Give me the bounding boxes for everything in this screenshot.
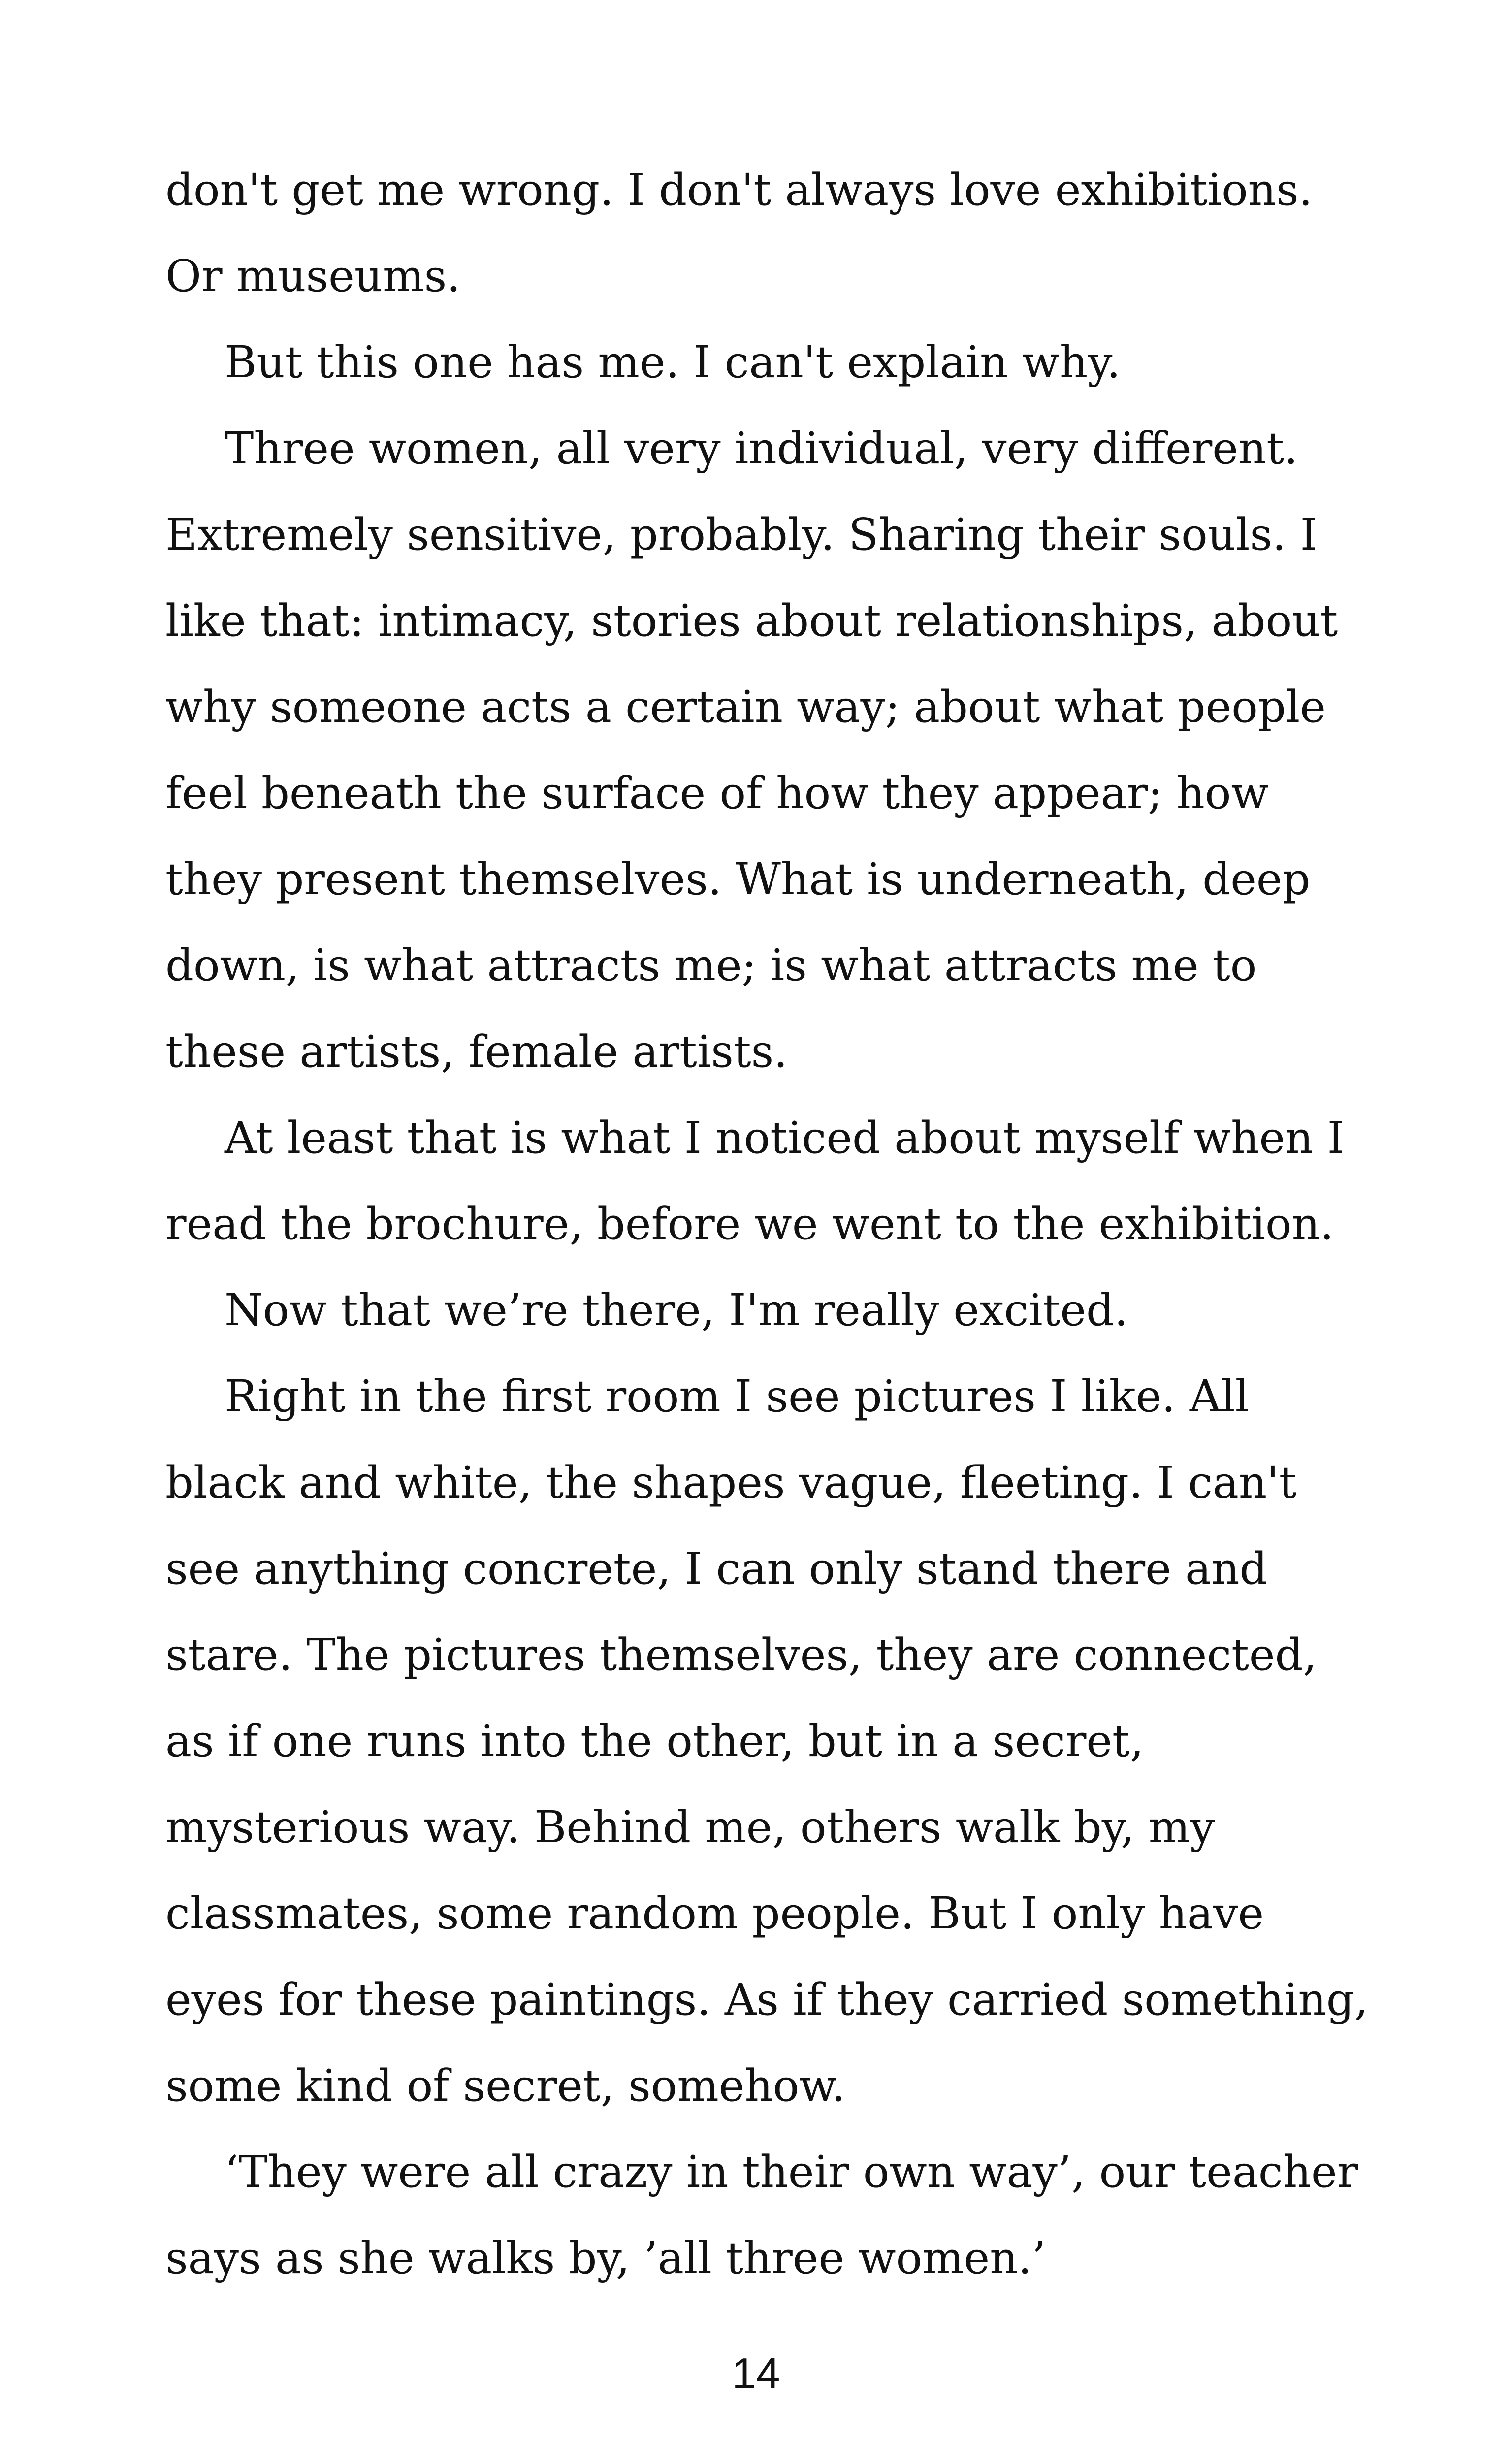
paragraph: Right in the first room I see pictures I like. All black and white, the shapes vague, fleeting. I can't see anything concrete, I can only stand there and stare. The pictures themselves, they are connected, as if one runs into the other, but in a secret, mysterious way. Behind me, others walk by, my classmates, some random people. But I only have eyes for these paintings. As if they carried something, some kind of secret, somehow. [165, 1370, 1369, 2111]
paragraph: ‘They were all crazy in their own way’, our teacher says as she walks by, ’all three women.’ [165, 2146, 1358, 2283]
paragraph: At least that is what I noticed about myself when I read the brochure, before we went to the exhibition. [165, 1112, 1345, 1249]
paragraph: But this one has me. I can't explain why. [225, 336, 1121, 388]
paragraph: don't get me wrong. I don't always love exhibitions. Or museums. [165, 164, 1313, 301]
paragraph: Three women, all very individual, very different. Extremely sensitive, probably. Sharing their souls. I like that: intimacy, stories about relationships, about why someone acts a certain way; about what people feel beneath the surface of how they appear; how they present themselves. What is underneath, deep down, is what attracts me; is what attracts me to these artists, female artists. [165, 423, 1338, 1077]
body-text [165, 147, 1372, 2301]
page-number: 14 [732, 2349, 780, 2398]
paragraph: Now that we’re there, I'm really excited. [225, 1284, 1128, 1336]
